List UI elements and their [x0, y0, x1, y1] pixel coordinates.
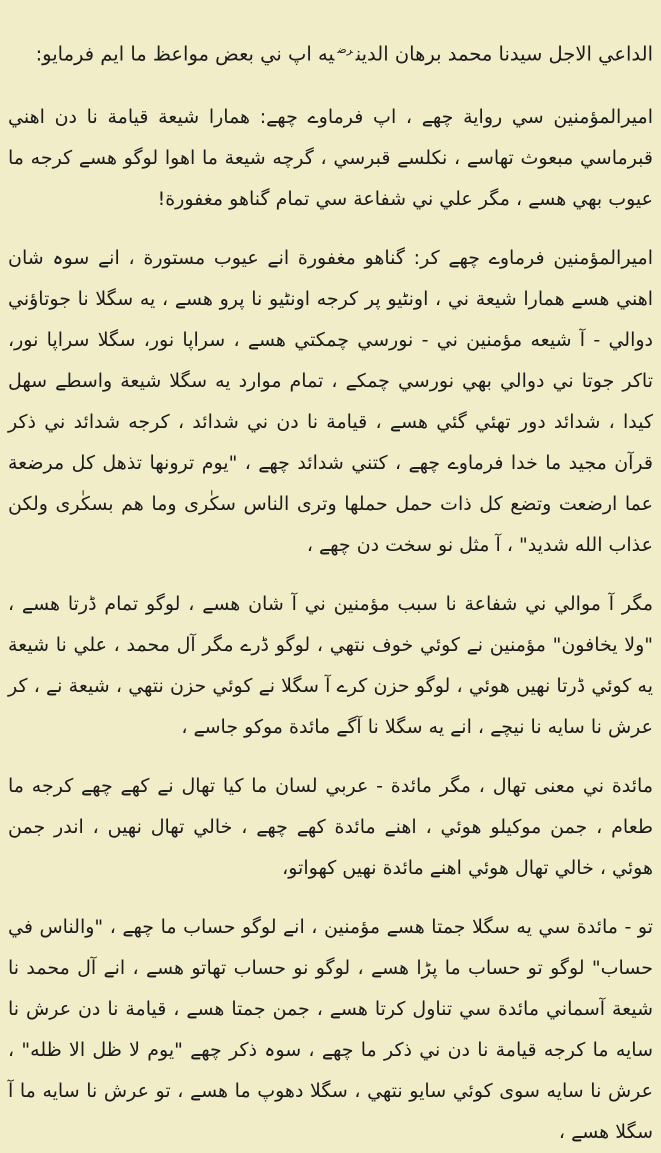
document-heading: [8, 30, 653, 75]
paragraph-shafaat-mawali: مگر آ موالي ني شفاعة نا سبب مؤمنين ني آ شان هسے ، لوگو تمام ڈرتا هسے ، "ولا يخافون" مؤمنين نے كوئي خوف نتهي ، لوگو ڈرے مگر آل محمد ، علي نا شيعة يه كوئي ڈرتا نهيں هوئي ، لوگو حزن كرے آ سگلا نے كوئي حزن نتهي ، شيعة نے ، كر عرش نا سايه نا نيچے ، انے يه سگلا نا آگے مائدة موكو جاسے ،: [8, 592, 653, 738]
heading-text-after: يه اپ ني بعض مواعظ ما ايم فرمايو:: [35, 42, 335, 66]
honorific-abbreviation: رض: [337, 43, 353, 56]
paragraph-riwayat-intro: اميرالمؤمنين سي رواية چهے ، اپ فرماوے چهے: همارا شيعة قيامة نا دن اهني قبرماسي مبعوث تهاسے ، نكلسے قبرسي ، گرچه شيعة ما اهوا لوگو هسے كرجه ما عيوب بهي هسے ، مگر علي ني شفاعة سي تمام گناهو مغفورة!: [8, 105, 653, 210]
heading-text-before: الداعي الاجل سيدنا محمد برهان الدين: [355, 42, 653, 66]
paragraph-maidah-meaning: مائدة ني معنى تهال ، مگر مائدة - عربي لسان ما كيا تهال نے كهے چهے كرجه ما طعام ، جمن موكيلو هوئي ، اهنے مائدة كهے چهے ، خالي تهال نهيں ، اندر جمن هوئي ، خالي تهال هوئي اهنے مائدة نهيں كهواتو،: [8, 774, 653, 879]
paragraph-gunaho-maghfura: اميرالمؤمنين فرماوے چهے كر: گناهو مغفورة انے عيوب مستورة ، انے سوہ شان اهني هسے همارا شيعة ني ، اونٹيو پر كرجه اونٹيو نا پرو هسے ، يه سگلا نا جوتاؤني دوالي - آ شيعه مؤمنين ني - نورسي چمكتي هسے ، سراپا نور، سگلا سراپا نور، تاكر جوتا ني دوالي بهي نورسي چمكے ، تمام موارد يه سگلا شيعة واسطے سهل كيدا ، شدائد دور تهئي گئي هسے ، قيامة نا دن ني شدائد ، كرجه شدائد ني ذكر قرآن مجيد ما خدا فرماوے چهے ، كتني شدائد چهے ، "يوم ترونها تذهل كل مرضعة عما ارضعت وتضع كل ذات حمل حملها وترى الناس سكٰرى وما هم بسكٰرى ولكن عذاب الله شديد" ، آ مثل نو سخت دن چهے ،: [8, 246, 653, 556]
paragraph-arsh-saya: تو - مائدة سي يه سگلا جمتا هسے مؤمنين ، انے لوگو حساب ما چهے ، "والناس في حساب" لوگو تو حساب ما پڑا هسے ، لوگو نو حساب تهاتو هسے ، انے آل محمد نا شيعة آسماني مائدة سي تناول كرتا هسے ، جمن جمتا هسے ، قيامة نا دن عرش نا سايه ما كرجه قيامة نا دن ني ذكر ما چهے ، سوہ ذكر چهے "يوم لا ظل الا ظله" ، عرش نا سايه سوى كوئي سايو نتهي ، سگلا دهوپ ما هسے ، تو عرش نا سايه ما آ سگلا هسے ،: [8, 915, 653, 1143]
